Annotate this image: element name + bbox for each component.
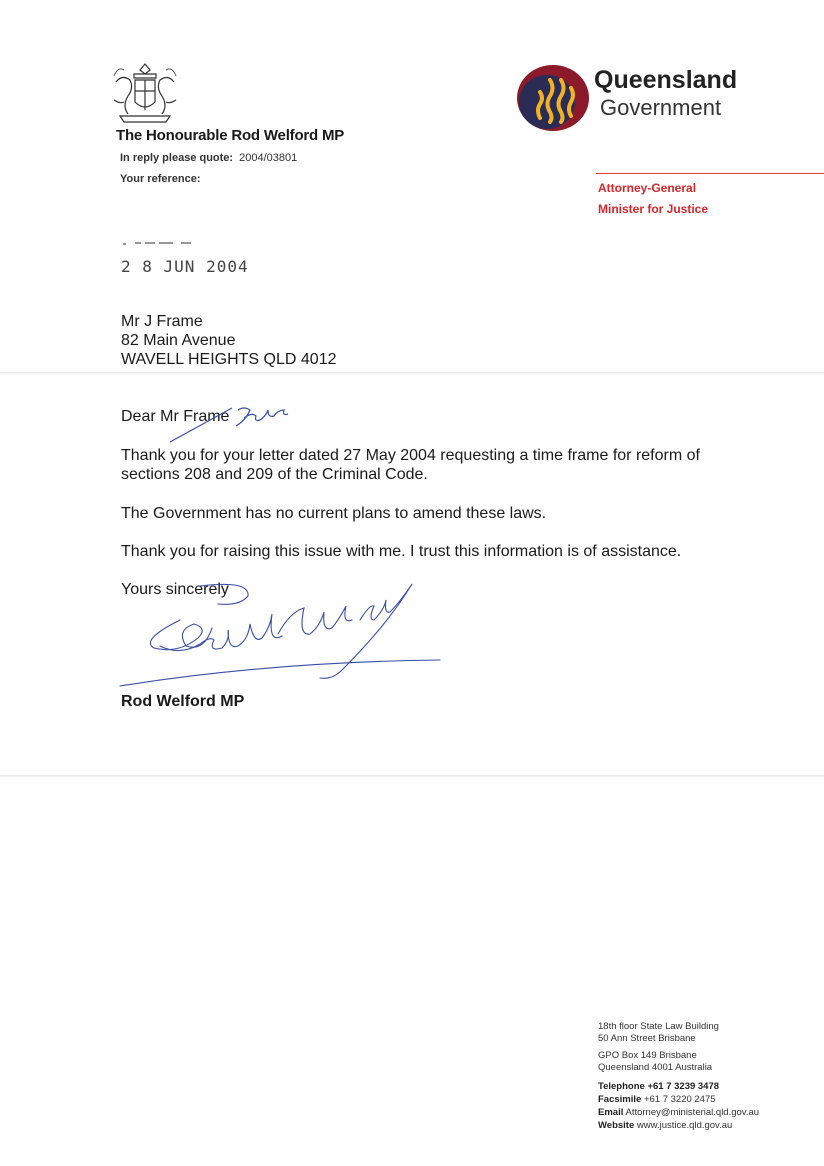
email-value[interactable]: Attorney@ministerial.qld.gov.au xyxy=(625,1107,760,1118)
fold-line xyxy=(0,372,824,374)
email-label: Email xyxy=(598,1107,624,1118)
brand-subtitle: Government xyxy=(600,95,722,120)
reply-quote-value: 2004/03801 xyxy=(239,152,298,164)
footer-email xyxy=(598,1107,759,1119)
signature-image xyxy=(110,580,450,710)
recipient-locality: WAVELL HEIGHTS QLD 4012 xyxy=(121,351,337,368)
fold-line xyxy=(0,775,824,777)
paragraph-1: Thank you for your letter dated 27 May 2004 requesting a time frame for reform of sections 208 and 209 of the Criminal Code. xyxy=(121,447,700,483)
closing: Yours sincerely xyxy=(121,581,229,598)
telephone-label: Telephone xyxy=(598,1081,645,1092)
footer-fax xyxy=(598,1094,716,1106)
paragraph-3: Thank you for raising this issue with me. I trust this information is of assistance. xyxy=(121,543,682,560)
coat-of-arms-icon xyxy=(108,60,182,128)
footer-address-line: 18th floor State Law Building xyxy=(598,1021,719,1032)
queensland-government-logo-icon xyxy=(514,62,596,132)
date-stamp: 2 8 JUN 2004 xyxy=(121,257,249,276)
salutation: Dear Mr Frame xyxy=(121,408,230,425)
brand-name: Queensland xyxy=(594,66,738,94)
header-rule xyxy=(596,173,824,174)
recipient-street: 82 Main Avenue xyxy=(121,332,236,349)
footer-telephone xyxy=(598,1081,719,1093)
paragraph-2: The Government has no current plans to amend these laws. xyxy=(121,505,547,522)
website-value[interactable]: www.justice.qld.gov.au xyxy=(636,1120,733,1131)
footer-address-line: GPO Box 149 Brisbane xyxy=(598,1050,697,1061)
telephone-value: +61 7 3239 3478 xyxy=(647,1081,720,1092)
your-reference-label: Your reference: xyxy=(120,173,201,185)
footer-website xyxy=(598,1120,732,1132)
fax-label: Facsimile xyxy=(598,1094,642,1105)
website-label: Website xyxy=(598,1120,635,1131)
signatory-name: Rod Welford MP xyxy=(121,693,245,710)
stamp-smudge xyxy=(121,240,201,246)
recipient-name: Mr J Frame xyxy=(121,313,203,330)
fax-value: +61 7 3220 2475 xyxy=(643,1094,716,1105)
footer-address-line: 50 Ann Street Brisbane xyxy=(598,1033,696,1044)
handwritten-correction xyxy=(160,398,310,446)
reply-quote xyxy=(120,152,297,164)
footer-address-line: Queensland 4001 Australia xyxy=(598,1062,713,1073)
office-title-2: Minister for Justice xyxy=(598,202,709,216)
minister-name: The Honourable Rod Welford MP xyxy=(116,127,345,144)
office-title-1: Attorney-General xyxy=(598,181,697,195)
reply-quote-label: In reply please quote: xyxy=(120,152,234,164)
